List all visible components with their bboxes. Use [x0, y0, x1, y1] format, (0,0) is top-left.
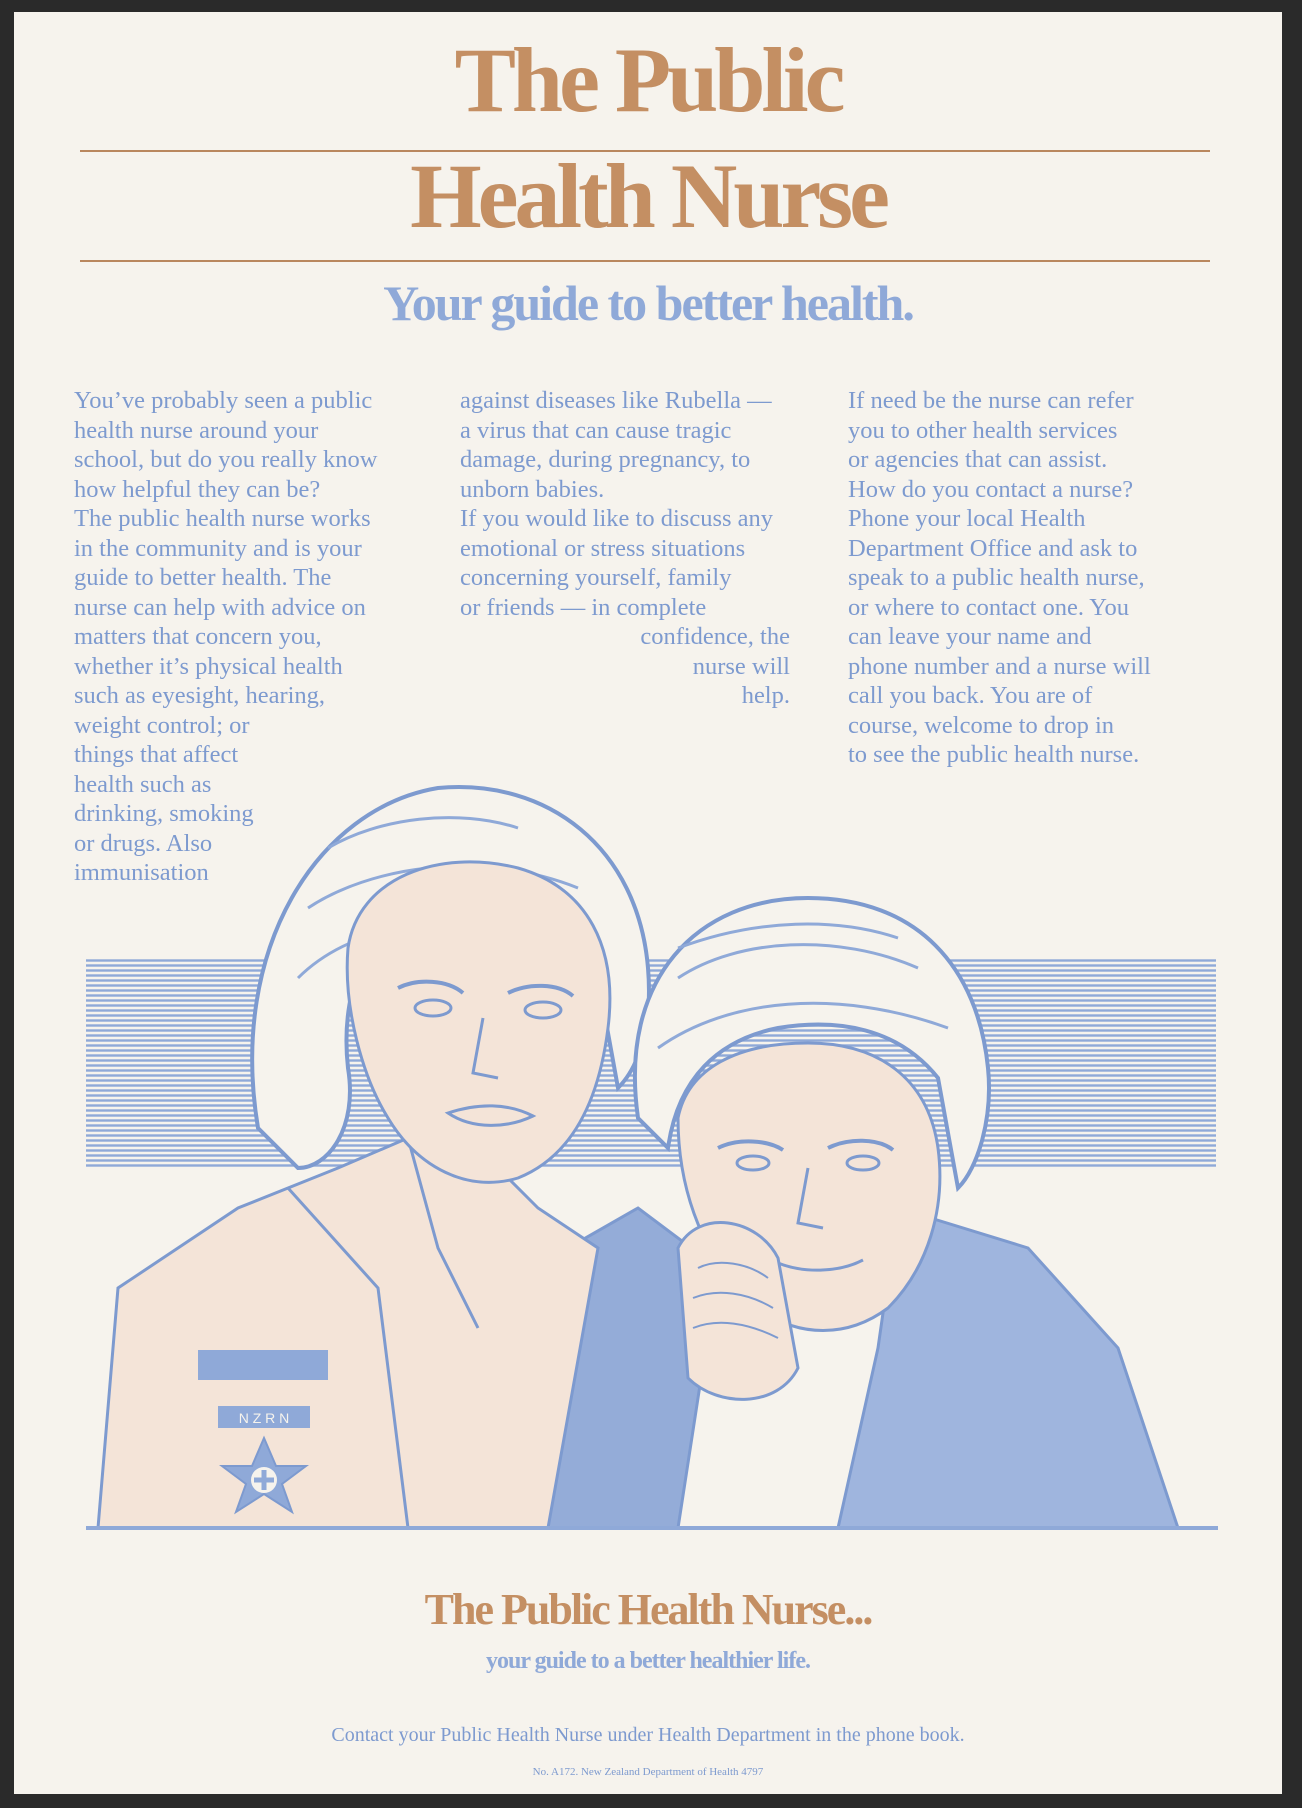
col3-line: you to other health services	[848, 416, 1118, 444]
title-line-1: The Public	[454, 29, 842, 131]
col3-line: Department Office and ask to	[848, 534, 1138, 562]
col1-line: health such as	[74, 770, 212, 798]
title-rule-bottom	[80, 260, 1210, 262]
col1-line: immunisation	[74, 859, 209, 886]
col1-line: such as eyesight, hearing,	[74, 682, 326, 709]
col2-line: against diseases like Rubella —	[460, 387, 772, 414]
col1-line: or drugs. Also	[74, 829, 213, 857]
footer-publication-number: No. A172. New Zealand Department of Health 4797	[532, 1766, 764, 1778]
col1-line: how helpful they can be?	[74, 475, 321, 503]
tagline: Your guide to better health.	[383, 275, 913, 331]
col3-line: course, welcome to drop in	[848, 711, 1115, 739]
col2-line: concerning yourself, family	[460, 564, 732, 591]
col3-line: or agencies that can assist.	[848, 446, 1108, 473]
name-bar	[198, 1350, 328, 1380]
col2-line: a virus that can cause tragic	[460, 416, 732, 444]
col1-line: health nurse around your	[74, 416, 319, 444]
col1-line: matters that concern you,	[74, 623, 322, 650]
col3-line: can leave your name and	[848, 623, 1092, 650]
col1-line: in the community and is your	[74, 534, 362, 562]
col3-line: phone number and a nurse will	[848, 652, 1151, 680]
poster-sheet	[14, 12, 1282, 1794]
col1-line: weight control; or	[74, 711, 250, 739]
col1-line: guide to better health. The	[74, 564, 332, 591]
col1-line: things that affect	[74, 741, 239, 768]
col1-line: You’ve probably seen a public	[74, 387, 373, 414]
col1-line: The public health nurse works	[74, 505, 371, 532]
col3-line: How do you contact a nurse?	[848, 475, 1134, 503]
col1-line: school, but do you really know	[74, 446, 378, 473]
col2-line: unborn babies.	[460, 475, 605, 503]
col3-line: or where to contact one. You	[848, 593, 1130, 621]
body-column-3	[848, 386, 1243, 770]
col2-line: confidence, the	[640, 623, 790, 650]
title-line-2: Health Nurse	[410, 145, 886, 247]
col2-line: or friends — in complete	[460, 593, 707, 621]
col3-line: speak to a public health nurse,	[848, 564, 1145, 591]
col1-line: drinking, smoking	[74, 800, 254, 827]
body-column-1	[74, 386, 464, 888]
col2-line: damage, during pregnancy, to	[460, 446, 751, 473]
col2-line: nurse will	[692, 652, 790, 680]
col1-line: nurse can help with advice on	[74, 593, 366, 621]
col3-line: to see the public health nurse.	[848, 741, 1140, 768]
col3-line: Phone your local Health	[848, 505, 1086, 532]
col2-line: emotional or stress situations	[460, 534, 746, 562]
col1-line: whether it’s physical health	[74, 652, 343, 680]
col3-line: If need be the nurse can refer	[848, 387, 1134, 414]
body-column-2	[460, 386, 840, 711]
col2-line: help.	[741, 682, 790, 709]
col3-line: call you back. You are of	[848, 682, 1093, 709]
footer-subtitle: your guide to a better healthier life.	[486, 1648, 810, 1674]
col2-line: If you would like to discuss any	[460, 505, 774, 532]
footer-contact: Contact your Public Health Nurse under Health Department in the phone book.	[331, 1724, 965, 1746]
badge-label: N Z R N	[238, 1410, 290, 1426]
footer-title: The Public Health Nurse...	[424, 1585, 872, 1634]
